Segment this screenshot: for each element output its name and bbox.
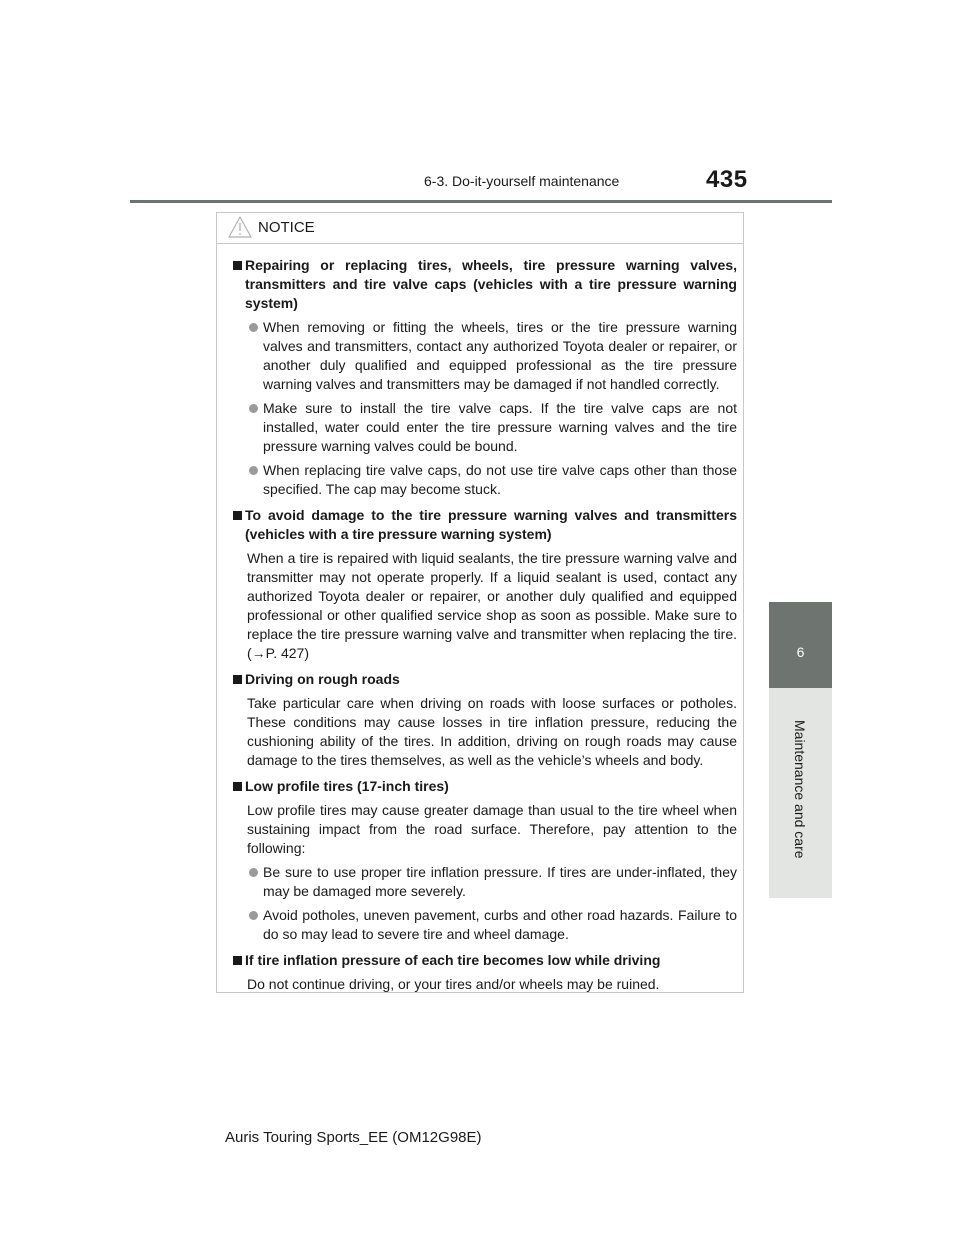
notice-title: NOTICE <box>258 219 315 236</box>
header-divider <box>130 200 832 203</box>
bullet-text: Make sure to install the tire valve caps. If the tire valve caps are not installed, water could enter the tire pressure warning valves and the tire pressure warning valves could be bound. <box>263 400 737 454</box>
section-title: 6-3. Do-it-yourself maintenance <box>424 173 620 189</box>
notice-item <box>233 670 737 770</box>
item-text: Take particular care when driving on roads with loose surfaces or potholes. These conditions may cause losses in tire inflation pressure, reducing the cushioning ability of the tires. In addition, driving on rough roads may cause damage to the tires themselves, as well as the vehicle’s wheels and body. <box>247 695 737 768</box>
bullet-item <box>233 461 737 499</box>
square-bullet-icon <box>233 675 242 684</box>
round-bullet-icon <box>249 466 258 475</box>
item-text: Do not continue driving, or your tires and/or wheels may be ruined. <box>247 976 660 992</box>
warning-triangle-icon <box>228 216 252 238</box>
notice-item <box>233 256 737 499</box>
bullet-text: Be sure to use proper tire inflation pressure. If tires are under-inflated, they may be damaged more severely. <box>263 864 737 899</box>
square-bullet-icon <box>233 261 242 270</box>
round-bullet-icon <box>249 404 258 413</box>
square-bullet-icon <box>233 511 242 520</box>
bullet-text: When replacing tire valve caps, do not use tire valve caps other than those specified. The cap may become stuck. <box>263 462 737 497</box>
item-heading: If tire inflation pressure of each tire becomes low while driving <box>245 952 661 968</box>
bullet-text: Avoid potholes, uneven pavement, curbs and other road hazards. Failure to do so may lead to severe tire and wheel damage. <box>263 907 737 942</box>
notice-item <box>233 506 737 663</box>
item-text: Low profile tires may cause greater damage than usual to the tire wheel when sustaining impact from the road surface. Therefore, pay attention to the following: <box>247 802 737 856</box>
chapter-label: Maintenance and care <box>792 720 808 859</box>
page-number: 435 <box>706 166 748 193</box>
notice-box <box>216 212 744 993</box>
notice-body <box>217 244 743 994</box>
bullet-item <box>233 318 737 394</box>
item-heading: Driving on rough roads <box>245 671 400 687</box>
round-bullet-icon <box>249 911 258 920</box>
notice-item <box>233 777 737 944</box>
bullet-text: When removing or fitting the wheels, tires or the tire pressure warning valves and transmitters, contact any authorized Toyota dealer or repairer, or another duly qualified and equipped professional as the tire pressure warning valves and transmitters may be damaged if not handled correctly. <box>263 319 737 392</box>
round-bullet-icon <box>249 868 258 877</box>
item-heading: Repairing or replacing tires, wheels, tire pressure warning valves, transmitters and tire valve caps (vehicles with a tire pressure warning system) <box>245 257 737 311</box>
round-bullet-icon <box>249 323 258 332</box>
bullet-item <box>233 863 737 901</box>
square-bullet-icon <box>233 782 242 791</box>
item-heading: To avoid damage to the tire pressure warning valves and transmitters (vehicles with a tire pressure warning system) <box>245 507 737 542</box>
notice-header <box>217 213 743 244</box>
notice-item <box>233 951 737 994</box>
item-text: When a tire is repaired with liquid sealants, the tire pressure warning valve and transmitter may not operate properly. If a liquid sealant is used, contact any authorized Toyota dealer or repairer, or another duly qualified and equipped professional or other qualified service shop as soon as possible. Make sure to replace the tire pressure warning valve and transmitter when replacing the tire. (→P. 427) <box>247 550 737 661</box>
bullet-item <box>233 906 737 944</box>
item-heading: Low profile tires (17-inch tires) <box>245 778 449 794</box>
manual-name: Auris Touring Sports_EE (OM12G98E) <box>225 1129 482 1146</box>
bullet-item <box>233 399 737 456</box>
square-bullet-icon <box>233 956 242 965</box>
chapter-tab: 6 <box>769 602 832 688</box>
